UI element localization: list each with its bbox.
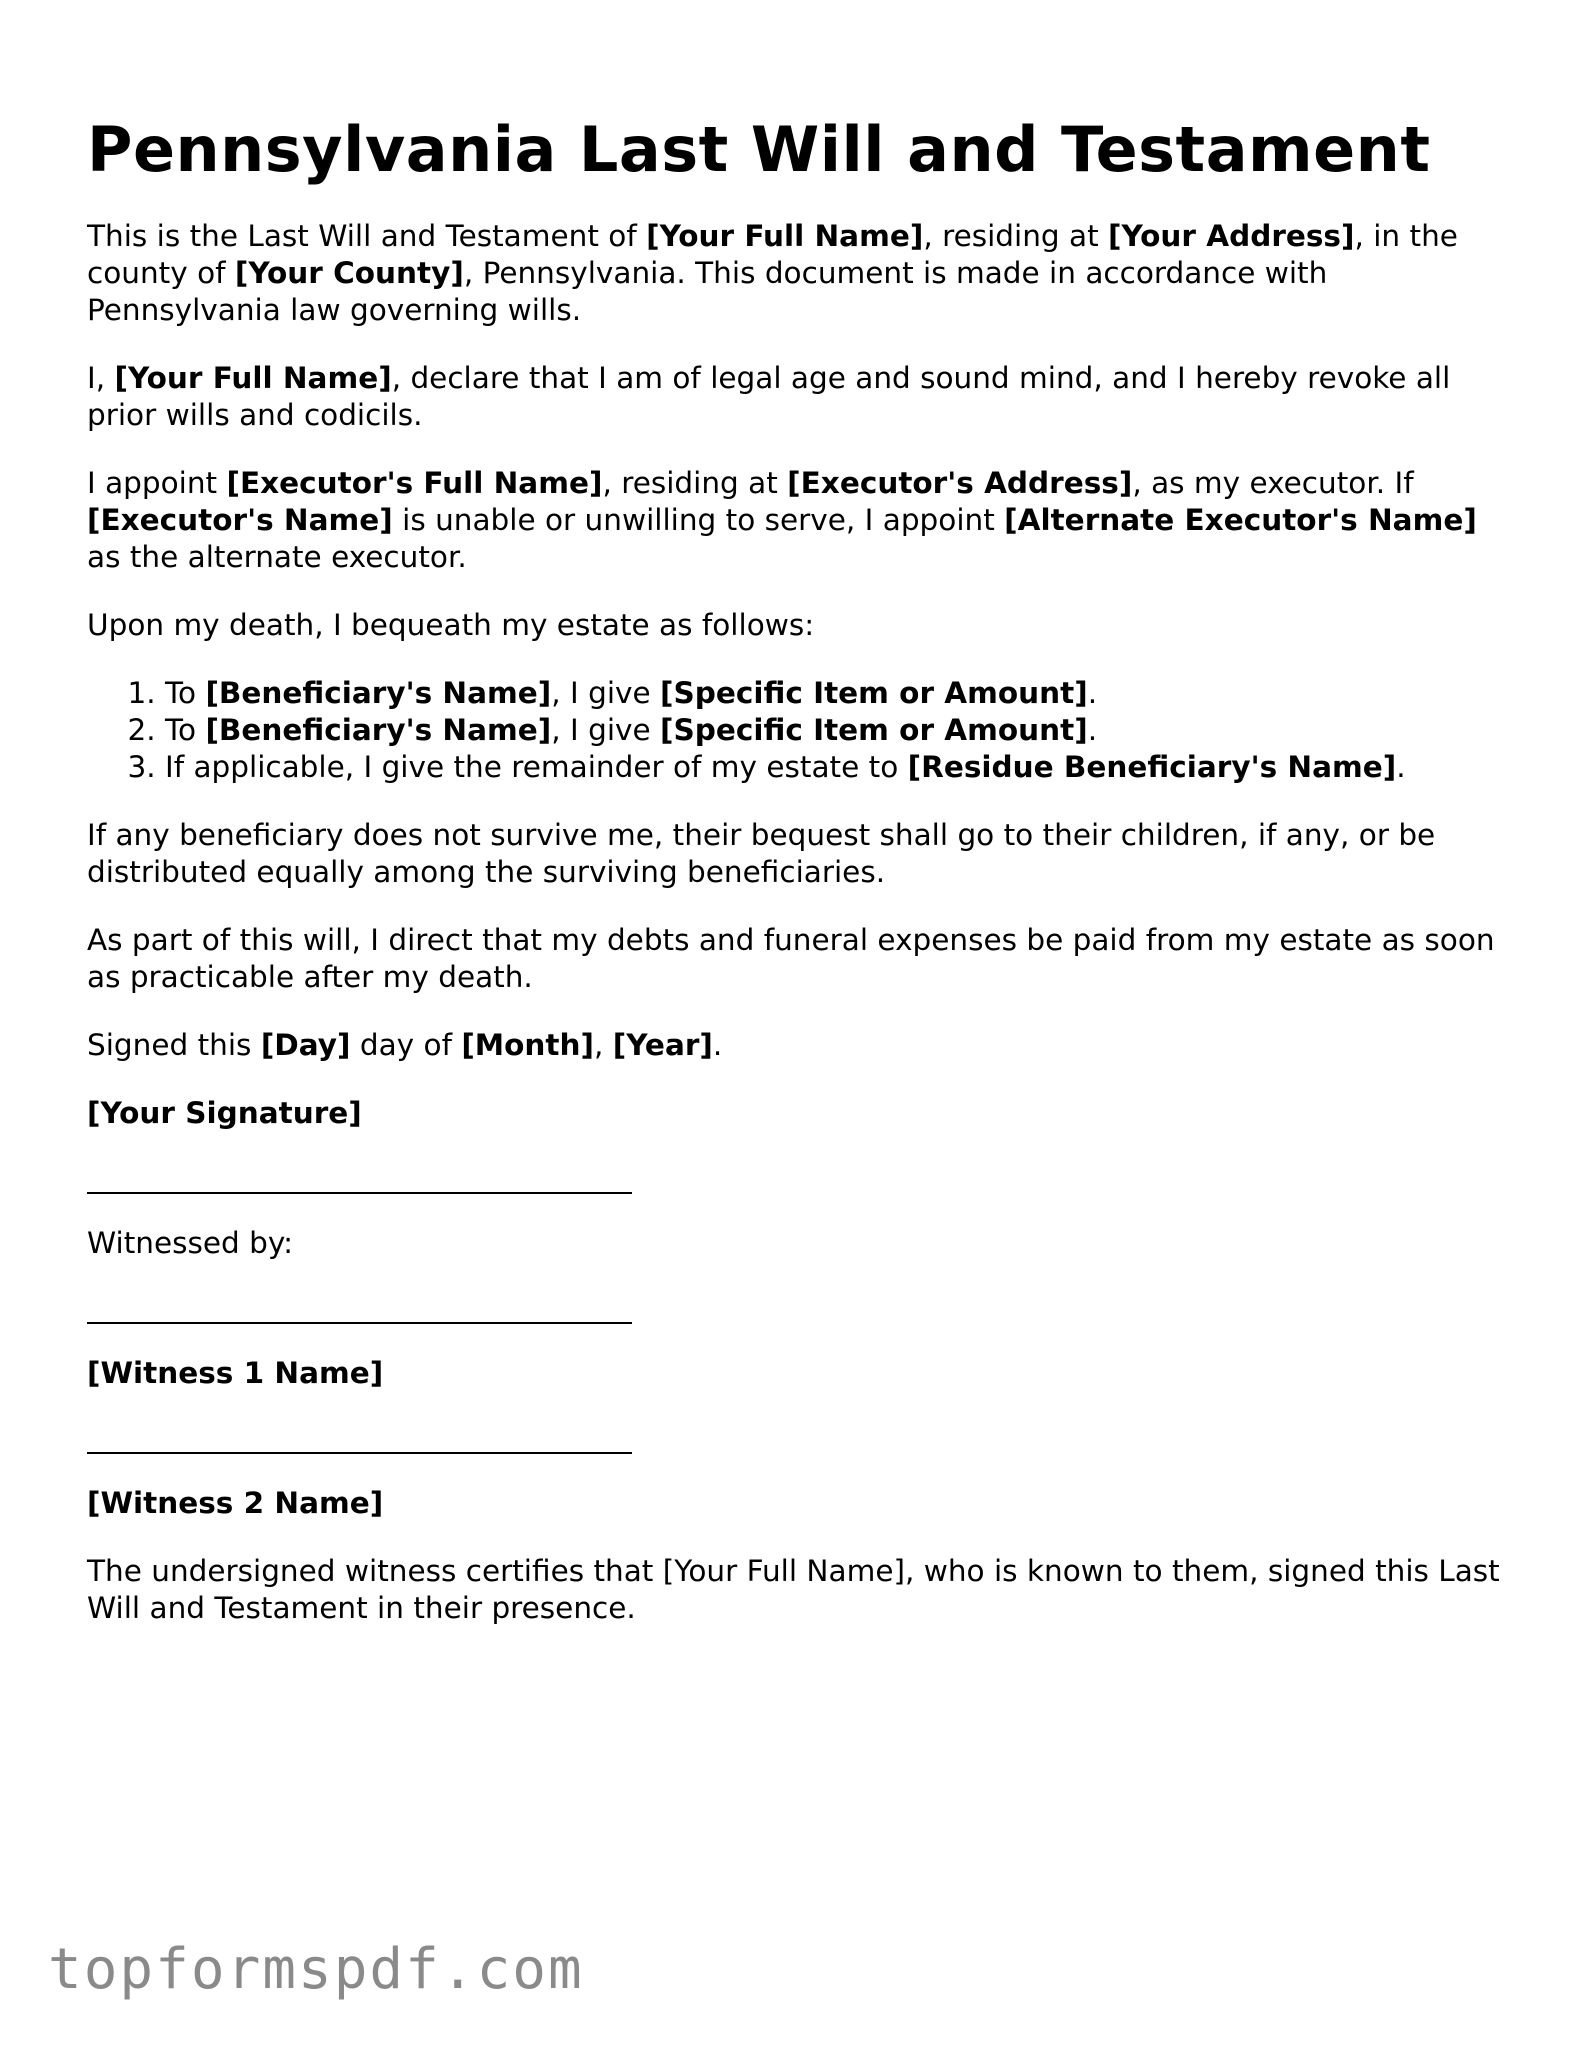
list-item [165, 749, 1517, 786]
witness-certification: The undersigned witness certifies that [Your Full Name], who is known to them, signed this Last Will and Testament in their presence. [87, 1554, 1500, 1625]
intro-text-1: This is the Last Will and Testament of [87, 219, 647, 253]
intro-paragraph [87, 218, 1517, 329]
document-title: Pennsylvania Last Will and Testament [87, 113, 1431, 186]
declaration-text-2: , declare that I am of legal age and sound mind, and I hereby revoke all prior wills and codicils. [87, 361, 1451, 432]
bequest-3-text-3: . [1396, 750, 1406, 784]
list-item [165, 712, 1517, 749]
bequest-1-text-1: To [165, 676, 206, 710]
bequest-intro: Upon my death, I bequeath my estate as follows: [87, 608, 815, 642]
bequest-1-beneficiary: [Beneficiary's Name] [205, 676, 552, 710]
your-county-placeholder: [Your County] [234, 256, 464, 290]
witness-1-signature-line[interactable] [87, 1322, 632, 1324]
declaration-text-1: I, [87, 361, 115, 395]
executor-text-4: is unable or unwilling to serve, I appoint [392, 503, 1005, 537]
year-placeholder: [Year] [612, 1028, 713, 1062]
will-document [87, 110, 1517, 1658]
bequest-2-text-3: . [1087, 713, 1098, 747]
debts-clause: As part of this will, I direct that my debts and funeral expenses be paid from my estate as soon as practicable after my death. [87, 923, 1495, 994]
executor-text-2: , residing at [602, 466, 788, 500]
signed-text-2: day of [350, 1028, 462, 1062]
executor-text-1: I appoint [87, 466, 227, 500]
alternate-executor-placeholder: [Alternate Executor's Name] [1004, 503, 1477, 537]
executor-name-placeholder: [Executor's Name] [87, 503, 393, 537]
intro-text-4: , Pennsylvania. This document is made in accordance with Pennsylvania law governing wills. [87, 256, 1328, 327]
executor-paragraph [87, 465, 1517, 576]
bequest-2-text-2: , I give [551, 713, 661, 747]
signed-text-1: Signed this [87, 1028, 261, 1062]
executor-full-name-placeholder: [Executor's Full Name] [226, 466, 603, 500]
declaration-paragraph [87, 360, 1517, 434]
bequest-2-beneficiary: [Beneficiary's Name] [205, 713, 552, 747]
survival-clause: If any beneficiary does not survive me, their bequest shall go to their children, if any, or be distributed equally among the surviving beneficiaries. [87, 818, 1436, 889]
bequest-3-text-1: If applicable, I give the remainder of my estate to [165, 750, 908, 784]
bequest-2-text-1: To [165, 713, 206, 747]
your-signature-label: [Your Signature] [87, 1096, 362, 1130]
your-address-placeholder: [Your Address] [1108, 219, 1355, 253]
day-placeholder: [Day] [260, 1028, 351, 1062]
list-item [165, 675, 1517, 712]
intro-text-2: , residing at [923, 219, 1109, 253]
watermark: topformspdf.com [48, 1937, 584, 2002]
signature-line[interactable] [87, 1192, 632, 1194]
intro-text-3: , in the county of [87, 219, 1458, 290]
your-full-name-placeholder: [Your Full Name] [646, 219, 924, 253]
executor-address-placeholder: [Executor's Address] [787, 466, 1133, 500]
bequest-list [87, 675, 1517, 786]
witness-1-name-label: [Witness 1 Name] [87, 1356, 384, 1390]
bequest-1-text-3: . [1087, 676, 1098, 710]
bequest-1-text-2: , I give [551, 676, 661, 710]
witness-2-name-label: [Witness 2 Name] [87, 1486, 384, 1520]
witness-2-signature-line[interactable] [87, 1452, 632, 1454]
bequest-2-item: [Specific Item or Amount] [660, 713, 1088, 747]
month-placeholder: [Month] [461, 1028, 595, 1062]
bequest-1-item: [Specific Item or Amount] [660, 676, 1088, 710]
executor-text-3: , as my executor. If [1132, 466, 1414, 500]
executor-text-5: as the alternate executor. [87, 540, 467, 574]
witnessed-by-label: Witnessed by: [87, 1226, 294, 1260]
signed-text-3: , [594, 1028, 613, 1062]
residue-beneficiary: [Residue Beneficiary's Name] [907, 750, 1397, 784]
signed-text-4: . [712, 1028, 723, 1062]
signed-date-line [87, 1027, 1517, 1064]
declaration-name-placeholder: [Your Full Name] [114, 361, 392, 395]
